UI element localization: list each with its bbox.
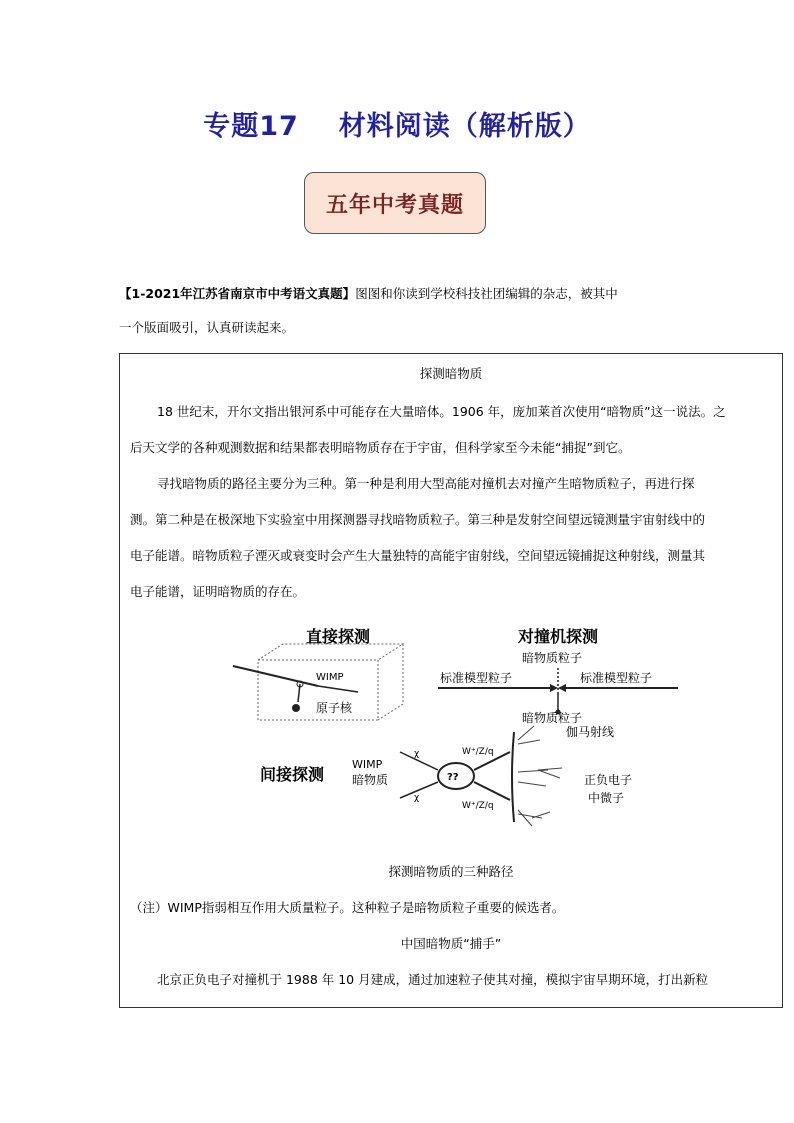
direct-title: 直接探测	[306, 627, 371, 646]
w-bottom-label: W⁺/Z/q	[462, 801, 494, 811]
sm-left-label: 标准模型粒子	[440, 671, 513, 685]
article-p2-line4: 电子能谱，证明暗物质的存在。	[130, 584, 306, 599]
dark-matter-label: 暗物质	[352, 773, 389, 787]
indirect-title: 间接探测	[260, 765, 325, 784]
beam-right-arrow	[558, 684, 566, 692]
nucleus-label: 原子核	[316, 701, 353, 715]
decay-brace	[512, 732, 514, 822]
neutrino-label: 中微子	[588, 791, 625, 805]
article-p2-line2: 测。第二种是在极深地下实验室中用探测器寻找暗物质粒子。第三种是发射空间望远镜测量宇宙射线中的	[130, 512, 706, 527]
intro-text-1: 图图和你读到学校科技社团编辑的杂志，被其中	[355, 286, 618, 301]
sm-right-label: 标准模型粒子	[580, 671, 653, 685]
article-p1-line1: 18 世纪末，开尔文指出银河系中可能存在大量暗体。1906 年，庞加莱首次使用“暗物质”这一说法。之	[157, 404, 726, 419]
wimp-track	[233, 666, 318, 686]
chi-bottom: χ	[414, 793, 420, 803]
article-p1-line2: 后天文学的各种观测数据和结果都表明暗物质存在于宇宙，但科学家至今未能“捕捉”到它。	[130, 440, 631, 455]
w-top-label: W⁺/Z/q	[462, 747, 494, 757]
title-subject: 材料阅读（解析版）	[338, 111, 591, 142]
wimp-track-out	[318, 686, 358, 692]
figure-note: （注）WIMP指弱相互作用大质量粒子。这种粒子是暗物质粒子重要的候选者。	[130, 900, 565, 915]
article-p3-line1: 北京正负电子对撞机于 1988 年 10 月建成，通过加速粒子使其对撞，模拟宇宙早期环境，打出新粒	[157, 972, 709, 987]
question-intro	[119, 284, 779, 302]
article-p2-line1: 寻找暗物质的路径主要分为三种。第一种是利用大型高能对撞机去对撞产生暗物质粒子，再进行探	[157, 476, 695, 491]
chi-top: χ	[414, 749, 420, 759]
w-line-bottom	[474, 782, 510, 800]
article-heading: 探测暗物质	[419, 366, 483, 381]
section-badge: 五年中考真题	[304, 172, 486, 234]
page-title	[0, 104, 794, 143]
wimp-label: WIMP	[316, 672, 344, 683]
detection-diagram	[228, 622, 688, 852]
figure-caption: 探测暗物质的三种路径	[388, 864, 514, 879]
beam-left-arrow	[550, 684, 558, 692]
positron-label: 正负电子	[584, 773, 633, 787]
decay-rays	[518, 726, 562, 826]
question-source: 【1-2021年江苏省南京市中考语文真题】	[119, 286, 356, 301]
wimp2-label: WIMP	[352, 758, 383, 771]
article-subheading: 中国暗物质“捕手”	[400, 936, 502, 951]
dm-particle-top: 暗物质粒子	[522, 651, 583, 665]
nucleus-marker	[292, 704, 300, 712]
gamma-label: 伽马射线	[566, 725, 615, 739]
article-p2-line3: 电子能谱。暗物质粒子湮灭或衰变时会产生大量独特的高能宇宙射线，空间望远镜捕捉这种射线，测量其	[130, 548, 706, 563]
title-topic: 专题17	[203, 111, 299, 142]
intro-text-2: 一个版面吸引，认真研读起来。	[119, 320, 295, 335]
dm-particle-bottom: 暗物质粒子	[522, 711, 583, 725]
collider-title: 对撞机探测	[518, 627, 599, 646]
unknown-label: ??	[447, 772, 459, 783]
